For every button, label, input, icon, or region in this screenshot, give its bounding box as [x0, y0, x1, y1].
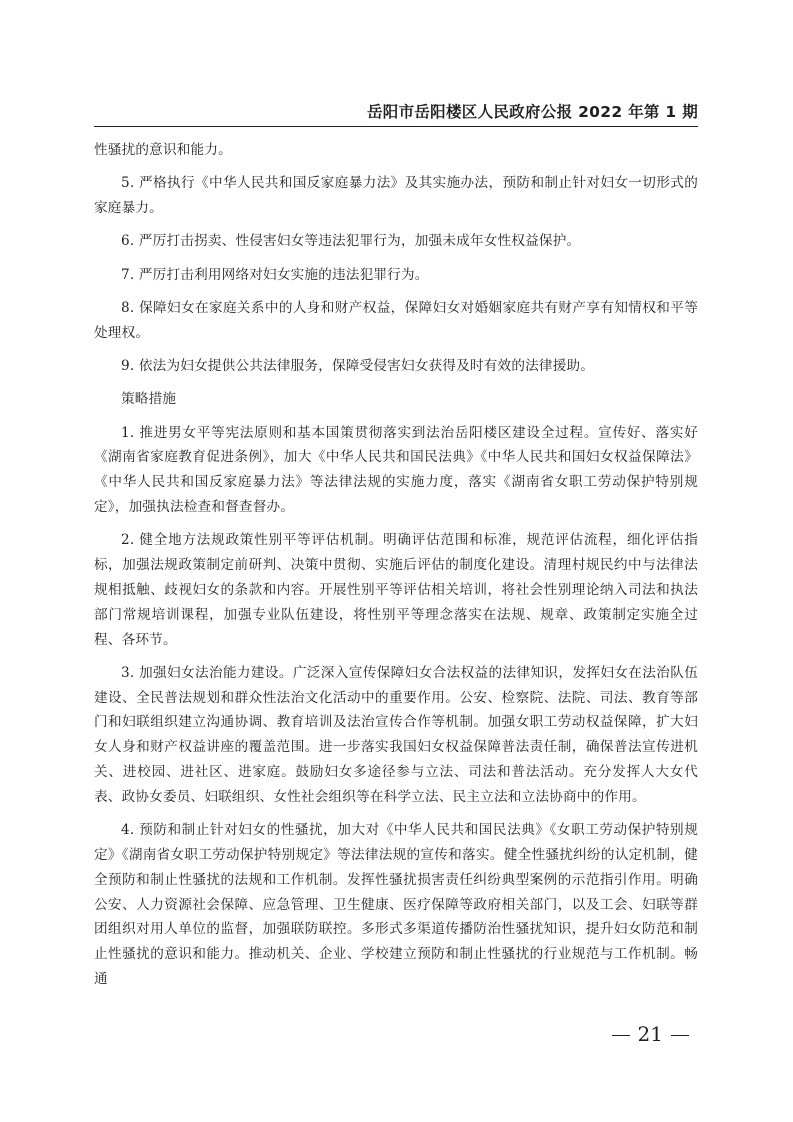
page-footer	[604, 1022, 697, 1046]
paragraph-item-8: 8. 保障妇女在家庭关系中的人身和财产权益，保障妇女对婚姻家庭共有财产享有知情权和平等处理权。	[94, 299, 698, 341]
paragraph-continuation: 性骚扰的意识和能力。	[94, 142, 232, 158]
paragraph-item-5: 5. 严格执行《中华人民共和国反家庭暴力法》及其实施办法，预防和制止针对妇女一切形式的家庭暴力。	[94, 175, 698, 217]
footer-dash-right	[671, 1035, 689, 1036]
paragraph-measure-2: 2. 健全地方法规政策性别平等评估机制。明确评估范围和标准，规范评估流程，细化评估指标，加强法规政策制定前研判、决策中贯彻、实施后评估的制度化建设。清理村规民约中与法律法规相抵触、歧视妇女的条款和内容。开展性别平等评估相关培训，将社会性别理论纳入司法和执法部门常规培训课程，加强专业队伍建设，将性别平等理念落实在法规、规章、政策制定实施全过程、各环节。	[94, 532, 698, 648]
paragraph-measure-3: 3. 加强妇女法治能力建设。广泛深入宣传保障妇女合法权益的法律知识，发挥妇女在法治队伍建设、全民普法规划和群众性法治文化活动中的重要作用。公安、检察院、法院、司法、教育等部门和妇联组织建立沟通协调、教育培训及法治宣传合作等机制。加强女职工劳动权益保障，扩大妇女人身和财产权益讲座的覆盖范围。进一步落实我国妇女权益保障普法责任制，确保普法宣传进机关、进校园、进社区、进家庭。鼓励妇女多途径参与立法、司法和普法活动。充分发挥人大女代表、政协女委员、妇联组织、女性社会组织等在科学立法、民主立法和立法协商中的作用。	[94, 664, 698, 805]
header-title: 岳阳市岳阳楼区人民政府公报 2022 年第 1 期	[366, 103, 698, 121]
paragraph-item-9: 9. 依法为妇女提供公共法律服务，保障受侵害妇女获得及时有效的法律援助。	[121, 358, 595, 375]
paragraph-item-7: 7. 严厉打击利用网络对妇女实施的违法犯罪行为。	[121, 266, 429, 283]
paragraph-measure-1: 1. 推进男女平等宪法原则和基本国策贯彻落实到法治岳阳楼区建设全过程。宣传好、落实好《湖南省家庭教育促进条例》，加大《中华人民共和国民法典》《中华人民共和国妇女权益保障法》《中华人民共和国反家庭暴力法》等法律法规的实施力度，落实《湖南省女职工劳动保护特别规定》，加强执法检查和督查督办。	[94, 424, 698, 516]
footer-dash-left	[612, 1035, 630, 1036]
paragraph-item-6: 6. 严厉打击拐卖、性侵害妇女等违法犯罪行为，加强未成年女性权益保护。	[121, 233, 581, 250]
paragraph-measure-4: 4. 预防和制止针对妇女的性骚扰，加大对《中华人民共和国民法典》《女职工劳动保护特别规定》《湖南省女职工劳动保护特别规定》等法律法规的宣传和落实。健全性骚扰纠纷的认定机制，健全预防和制止性骚扰的法规和工作机制。发挥性骚扰损害责任纠纷典型案例的示范指引作用。明确公安、人力资源社会保障、应急管理、卫生健康、医疗保障等政府相关部门，以及工会、妇联等群团组织对用人单位的监督，加强联防联控。多形式多渠道传播防治性骚扰知识，提升妇女防范和制止性骚扰的意识和能力。推动机关、企业、学校建立预防和制止性骚扰的行业规范与工作机制。畅通	[94, 822, 698, 987]
section-heading-strategy: 策略措施	[121, 391, 177, 408]
document-body	[94, 138, 698, 992]
page-number: 21	[637, 1022, 663, 1046]
page-header	[94, 98, 698, 127]
